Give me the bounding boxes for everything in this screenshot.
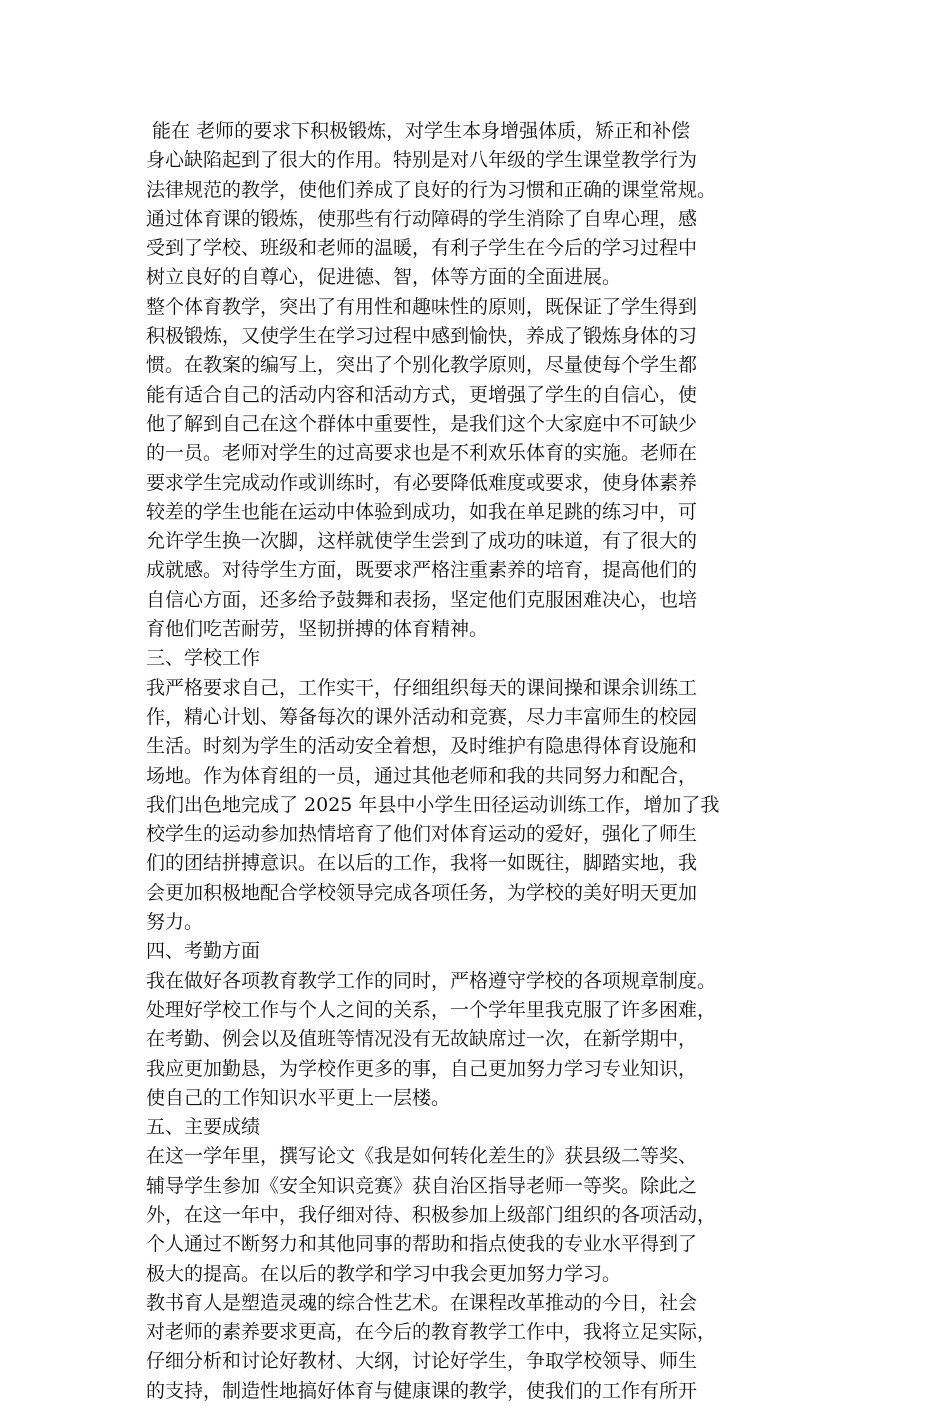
text-line: 教书育人是塑造灵魂的综合性艺术。在课程改革推动的今日，社会 <box>146 1291 698 1314</box>
text-line: 校学生的运动参加热情培育了他们对体育运动的爱好，强化了师生 <box>146 823 698 846</box>
text-line: 整个体育教学，突出了有用性和趣味性的原则，既保证了学生得到 <box>146 295 698 318</box>
document-page <box>146 117 810 1406</box>
section-heading: 四、考勤方面 <box>146 940 261 963</box>
text-line: 积极锻炼，又使学生在学习过程中感到愉快，养成了锻炼身体的习 <box>146 325 698 348</box>
text-line: 努力。 <box>146 911 204 934</box>
section-heading: 三、学校工作 <box>146 647 261 670</box>
text-line: 仔细分析和讨论好教材、大纲，讨论好学生，争取学校领导、师生 <box>146 1350 698 1373</box>
text-line: 的一员。老师对学生的过高要求也是不利欢乐体育的实施。老师在 <box>146 442 698 465</box>
text-line: 受到了学校、班级和老师的温暖，有利子学生在今后的学习过程中 <box>146 237 698 260</box>
text-line: 育他们吃苦耐劳，坚韧拼搏的体育精神。 <box>146 618 489 641</box>
text-line: 他了解到自己在这个群体中重要性，是我们这个大家庭中不可缺少 <box>146 412 698 435</box>
text-line: 我在做好各项教育教学工作的同时，严格遵守学校的各项规章制度。 <box>146 969 717 992</box>
text-line: 在这一学年里，撰写论文《我是如何转化差生的》获县级二等奖、 <box>146 1145 698 1168</box>
text-line: 外，在这一年中，我仔细对待、积极参加上级部门组织的各项活动， <box>146 1203 717 1226</box>
text-line: 我们出色地完成了 2025 年县中小学生田径运动训练工作，增加了我 <box>146 793 720 816</box>
text-line: 惯。在教案的编写上，突出了个别化教学原则，尽量使每个学生都 <box>146 354 698 377</box>
text-line: 能有适合自己的活动内容和活动方式，更增强了学生的自信心，使 <box>146 383 698 406</box>
text-line: 通过体育课的锻炼，使那些有行动障碍的学生消除了自卑心理，感 <box>146 207 698 230</box>
text-line: 我严格要求自己，工作实干，仔细组织每天的课间操和课余训练工 <box>146 676 698 699</box>
text-line: 树立良好的自尊心，促进德、智，体等方面的全面进展。 <box>146 266 622 289</box>
text-line: 允许学生换一次脚，这样就使学生尝到了成功的味道，有了很大的 <box>146 530 698 553</box>
text-line: 能在 老师的要求下积极锻炼，对学生本身增强体质，矫正和补偿 <box>146 120 691 142</box>
text-line: 个人通过不断努力和其他同事的帮助和指点使我的专业水平得到了 <box>146 1233 698 1256</box>
text-line: 成就感。对待学生方面，既要求严格注重素养的培育，提高他们的 <box>146 559 698 582</box>
text-line: 场地。作为体育组的一员，通过其他老师和我的共同努力和配合， <box>146 764 698 787</box>
text-line: 自信心方面，还多给予鼓舞和表扬，坚定他们克服困难决心，也培 <box>146 588 698 611</box>
text-line: 要求学生完成动作或训练时，有必要降低难度或要求，使身体素养 <box>146 471 698 494</box>
text-line: 辅导学生参加《安全知识竞赛》获自治区指导老师一等奖。除此之 <box>146 1174 698 1197</box>
text-line: 在考勤、例会以及值班等情况没有无故缺席过一次，在新学期中， <box>146 1028 698 1051</box>
text-line: 的支持，制造性地搞好体育与健康课的教学，使我们的工作有所开 <box>146 1379 698 1402</box>
text-line: 我应更加勤恳，为学校作更多的事，自己更加努力学习专业知识， <box>146 1057 698 1080</box>
text-line: 较差的学生也能在运动中体验到成功，如我在单足跳的练习中，可 <box>146 500 698 523</box>
text-line: 极大的提高。在以后的教学和学习中我会更加努力学习。 <box>146 1262 622 1285</box>
text-line: 生活。时刻为学生的活动安全着想，及时维护有隐患得体育设施和 <box>146 735 698 758</box>
text-line: 会更加积极地配合学校领导完成各项任务，为学校的美好明天更加 <box>146 881 698 904</box>
text-line: 使自己的工作知识水平更上一层楼。 <box>146 1086 451 1109</box>
section-heading: 五、主要成绩 <box>146 1116 261 1139</box>
text-line: 们的团结拼搏意识。在以后的工作，我将一如既往，脚踏实地，我 <box>146 852 698 875</box>
text-line: 法律规范的教学，使他们养成了良好的行为习惯和正确的课堂常规。 <box>146 178 717 201</box>
text-line: 处理好学校工作与个人之间的关系，一个学年里我克服了许多困难， <box>146 998 717 1021</box>
text-line: 身心缺陷起到了很大的作用。特别是对八年级的学生课堂教学行为 <box>146 149 698 172</box>
text-line: 作，精心计划、筹备每次的课外活动和竞赛，尽力丰富师生的校园 <box>146 705 698 728</box>
text-line: 对老师的素养要求更高，在今后的教育教学工作中，我将立足实际， <box>146 1321 717 1344</box>
